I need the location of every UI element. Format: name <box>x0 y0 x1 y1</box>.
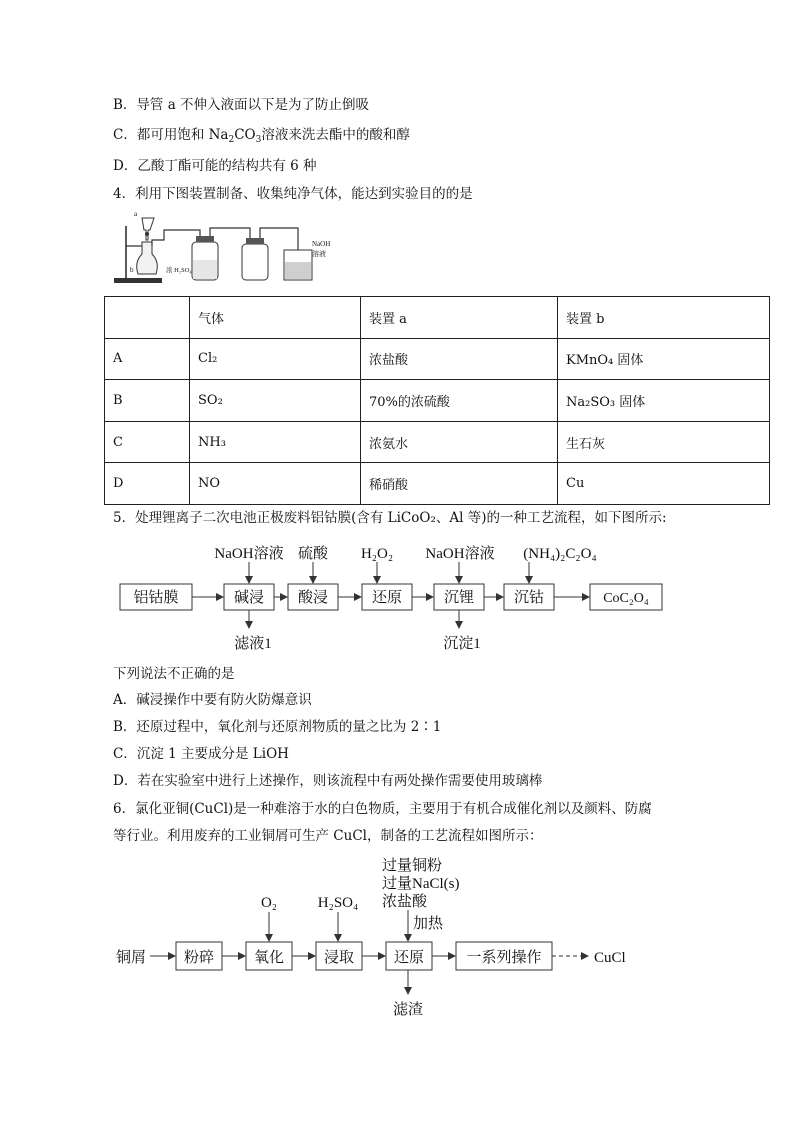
wash-bottle-liquid <box>193 260 217 279</box>
absorber-liquid <box>285 262 311 279</box>
q4-stem: 4．利用下图装置制备、收集纯净气体，能达到实验目的的是 <box>113 186 473 202</box>
reagent-b-cell: Cu <box>558 463 770 505</box>
row-label: D <box>105 463 190 505</box>
reagent-a-cell: 稀硝酸 <box>361 463 558 505</box>
flow-start-label: 铜屑 <box>116 950 147 966</box>
flow-step-label: 铝钴膜 <box>133 590 179 606</box>
reduce-input-label: 过量NaCl(s) <box>382 876 460 892</box>
reagent-b-cell: KMnO₄ 固体 <box>558 338 770 380</box>
table-row <box>105 463 770 505</box>
flow-step-label: 碱浸 <box>233 590 265 606</box>
reduce-input-label: 过量铜粉 <box>382 858 443 874</box>
q5-option-c: C．沉淀 1 主要成分是 LiOH <box>113 746 289 762</box>
row-label: A <box>105 338 190 380</box>
collecting-bottle-cap <box>246 238 264 244</box>
flow-end-label: CuCl <box>594 950 626 966</box>
heat-label: 加热 <box>413 916 444 932</box>
stand-base <box>114 278 162 283</box>
collecting-bottle <box>242 244 268 280</box>
q3-option-d: D．乙酸丁酯可能的结构共有 6 种 <box>113 158 317 174</box>
label-solution: 溶液 <box>312 250 326 258</box>
table-row <box>105 338 770 380</box>
label-b: b <box>130 266 134 274</box>
table-header-row <box>105 297 770 339</box>
q6-stem-line1: 6．氯化亚铜(CuCl)是一种难溶于水的白色物质，主要用于有机合成催化剂以及颜料、防腐 <box>113 801 652 817</box>
flow-output-label: 滤液1 <box>234 636 272 652</box>
reduce-input-label: 浓盐酸 <box>382 894 428 910</box>
flow-input-label: H₂O₂ <box>360 546 394 562</box>
table-row <box>105 380 770 422</box>
flow-step-label: 还原 <box>371 590 403 606</box>
table-row <box>105 421 770 463</box>
flow-step-label: CoC₂O₄ <box>603 591 649 606</box>
gas-cell: NO <box>190 463 361 505</box>
flow-step-label: 浸取 <box>323 950 355 966</box>
flow-step-label: 一系列操作 <box>466 950 542 966</box>
flow-input-label: NaOH溶液 <box>214 546 284 562</box>
funnel-stopcock <box>145 232 149 236</box>
q3-option-c-pre: C．都可用饱和 Na <box>113 127 229 143</box>
q5-option-d: D．若在实验室中进行上述操作，则该流程中有两处操作需要使用玻璃棒 <box>113 773 543 789</box>
q4-option-table <box>104 296 770 505</box>
label-acid: 浓 H₂SO₄ <box>166 267 192 274</box>
q4-apparatus-figure <box>112 206 342 288</box>
flow-input-label: (NH₄)₂C₂O₄ <box>523 546 597 562</box>
reagent-a-cell: 浓盐酸 <box>361 338 558 380</box>
flow-step-label: 还原 <box>393 950 425 966</box>
flow-step-label: 氧化 <box>253 950 285 966</box>
gas-cell: Cl₂ <box>190 338 361 380</box>
header-cell: 装置 a <box>361 297 558 339</box>
q3-option-c-mid: CO <box>234 127 256 143</box>
flow-step-label: 沉锂 <box>443 590 475 606</box>
q5-option-b: B．还原过程中，氧化剂与还原剂物质的量之比为 2∶1 <box>113 719 442 735</box>
flow-step-label: 粉碎 <box>183 950 215 966</box>
flow-input-label: H₂SO₄ <box>317 895 359 911</box>
flow-input-label: NaOH溶液 <box>425 546 495 562</box>
q6-stem-line2: 等行业。利用废弃的工业铜屑可生产 CuCl，制备的工艺流程如图所示： <box>113 828 543 844</box>
row-label: C <box>105 421 190 463</box>
reagent-a-cell: 浓氨水 <box>361 421 558 463</box>
flow-step-label: 沉钴 <box>513 590 545 606</box>
q5-option-a: A．碱浸操作中要有防火防爆意识 <box>113 692 312 708</box>
reagent-a-cell: 70%的浓硫酸 <box>361 380 558 422</box>
reagent-b-cell: 生石灰 <box>558 421 770 463</box>
q5-stem: 5．处理锂离子二次电池正极废料铝钴膜(含有 LiCoO₂、Al 等)的一种工艺流程，如下图所示: <box>113 510 667 526</box>
q5-flowchart <box>110 540 680 655</box>
row-label: B <box>105 380 190 422</box>
gas-cell: NH₃ <box>190 421 361 463</box>
reagent-b-cell: Na₂SO₃ 固体 <box>558 380 770 422</box>
header-cell: 气体 <box>190 297 361 339</box>
q5-intro: 下列说法不正确的是 <box>113 666 235 682</box>
wash-bottle-cap <box>196 236 214 242</box>
header-cell: 装置 b <box>558 297 770 339</box>
q3-option-b: B．导管 a 不伸入液面以下是为了防止倒吸 <box>113 97 370 113</box>
q6-flowchart <box>110 852 670 1024</box>
q3-option-c-post: 溶液来洗去酯中的酸和醇 <box>261 127 410 143</box>
flow-input-label: O₂ <box>260 895 278 911</box>
header-cell <box>105 297 190 339</box>
flow-input-label: 硫酸 <box>297 546 329 562</box>
label-a: a <box>134 210 138 218</box>
generator-flask <box>137 242 158 274</box>
separatory-funnel <box>142 218 154 240</box>
q3-option-c: C．都可用饱和 $Na_2CO_3$溶液来洗去酯中的酸和醇 <box>113 127 410 145</box>
flow-output-label: 沉淀1 <box>443 636 481 652</box>
gas-cell: SO₂ <box>190 380 361 422</box>
label-naoh: NaOH <box>312 240 331 248</box>
flow-output-label: 滤渣 <box>392 1002 424 1018</box>
flow-step-label: 酸浸 <box>297 590 329 606</box>
